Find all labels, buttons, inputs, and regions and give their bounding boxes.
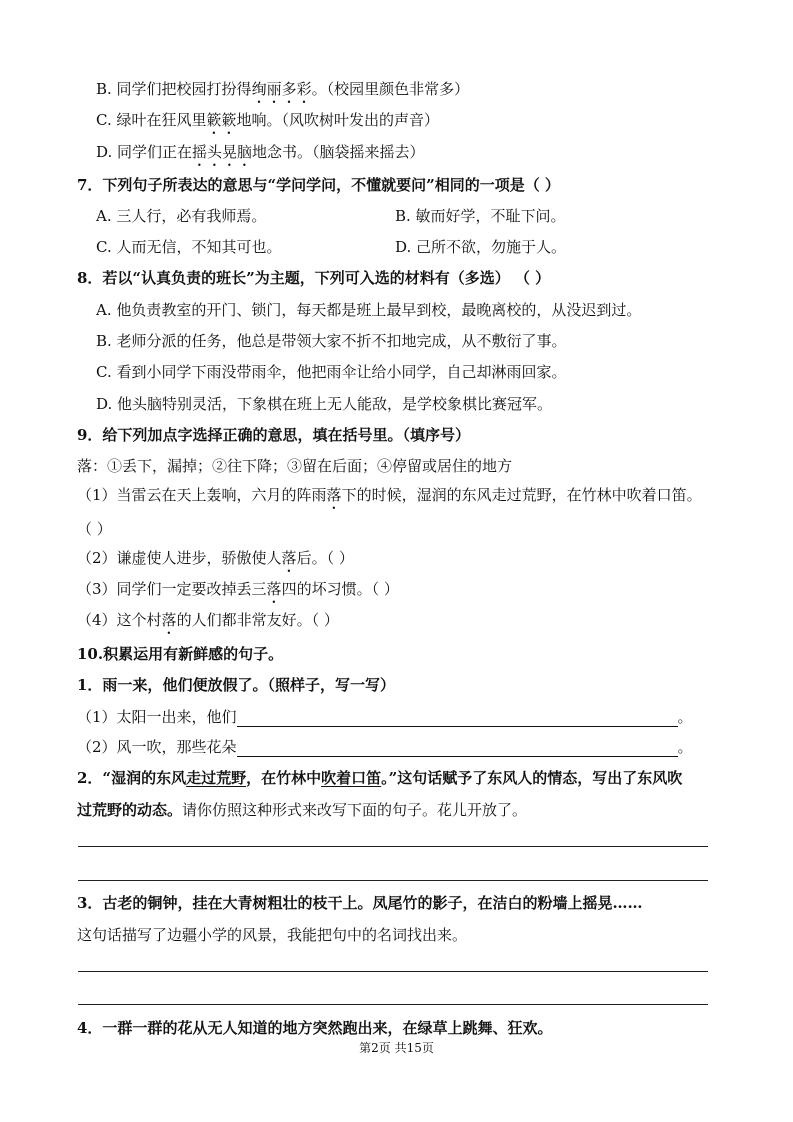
q10-part3-stem: 3．古老的铜钟，挂在大青树粗壮的枝干上。凤尾竹的影子，在洁白的粉墙上摇晃…… — [77, 894, 643, 912]
q6-option-b: B. 同学们把校园打扮得绚丽多彩。（校园里颜色非常多） — [96, 80, 470, 98]
q6-option-d: D. 同学们正在摇头晃脑地念书。（脑袋摇来摇去） — [96, 143, 425, 161]
q9-sentence-1: （1）当雷云在天上轰响，六月的阵雨落下的时候，湿润的东风走过荒野，在竹林中吹着口笛。 — [77, 486, 702, 504]
q9-sentence-3: （3）同学们一定要改掉丢三落四的坏习惯。（ ） — [77, 580, 399, 598]
page-footer: 第2页 共15页 — [359, 1041, 434, 1055]
q10-title: 10.积累运用有新鲜感的句子。 — [77, 645, 284, 663]
q8-option-c: C. 看到小同学下雨没带雨伞，他把雨伞让给小同学，自己却淋雨回家。 — [96, 363, 567, 381]
q10-part2-stem-line1: 2．“湿润的东风走过荒野，在竹林中吹着口笛。”这句话赋予了东风人的情态，写出了东风吹 — [77, 769, 683, 787]
q10-part2-stem-line2: 过荒野的动态。请你仿照这种形式来改写下面的句子。花儿开放了。 — [77, 801, 528, 819]
q9-meanings: 落：①丢下，漏掉；②往下降；③留在后面；④停留或居住的地方 — [77, 457, 513, 475]
q10-part4-stem: 4．一群一群的花从无人知道的地方突然跑出来，在绿草上跳舞、狂欢。 — [77, 1019, 553, 1037]
answer-line[interactable] — [78, 880, 708, 881]
q9-sentence-2: （2）谦虚使人进步，骄傲使人落后。（ ） — [77, 549, 354, 567]
q8-option-b: B. 老师分派的任务，他总是带领大家不折不扣地完成，从不敷衍了事。 — [96, 332, 567, 350]
q7-option-c: C. 人而无信，不知其可也。 — [96, 238, 282, 256]
q7-stem: 7．下列句子所表达的意思与“学问学问，不懂就要问”相同的一项是（ ） — [77, 176, 560, 194]
q7-option-a: A. 三人行，必有我师焉。 — [96, 207, 267, 225]
q9-stem: 9．给下列加点字选择正确的意思，填在括号里。（填序号） — [77, 426, 470, 444]
answer-line[interactable] — [78, 846, 708, 847]
q10-part1-stem: 1．雨一来，他们便放假了。（照样子，写一写） — [77, 676, 395, 694]
q10-part3-text: 这句话描写了边疆小学的风景，我能把句中的名词找出来。 — [77, 926, 468, 944]
q8-stem: 8．若以“认真负责的班长”为主题，下列可入选的材料有（多选） （ ） — [77, 269, 551, 287]
q7-option-b: B. 敏而好学，不耻下问。 — [395, 207, 566, 225]
q9-answer-paren-1[interactable]: （ ） — [77, 520, 112, 538]
q7-option-d: D. 己所不欲，勿施于人。 — [395, 238, 567, 256]
answer-line[interactable] — [78, 971, 708, 972]
q9-sentence-4: （4）这个村落的人们都非常友好。（ ） — [77, 611, 339, 629]
answer-line[interactable] — [78, 1004, 708, 1005]
q10-part1-fill-1: （1）太阳一出来，他们 。 — [77, 708, 693, 726]
fill-blank-2[interactable] — [237, 739, 678, 757]
fill-blank-1[interactable] — [237, 709, 678, 727]
q6-option-c: C. 绿叶在狂风里簌簌地响。（风吹树叶发出的声音） — [96, 111, 440, 129]
q8-option-a: A. 他负责教室的开门、锁门，每天都是班上最早到校，最晚离校的，从没迟到过。 — [96, 301, 642, 319]
q10-part1-fill-2: （2）风一吹，那些花朵 。 — [77, 738, 693, 756]
q8-option-d: D. 他头脑特别灵活，下象棋在班上无人能敌，是学校象棋比赛冠军。 — [96, 395, 553, 413]
